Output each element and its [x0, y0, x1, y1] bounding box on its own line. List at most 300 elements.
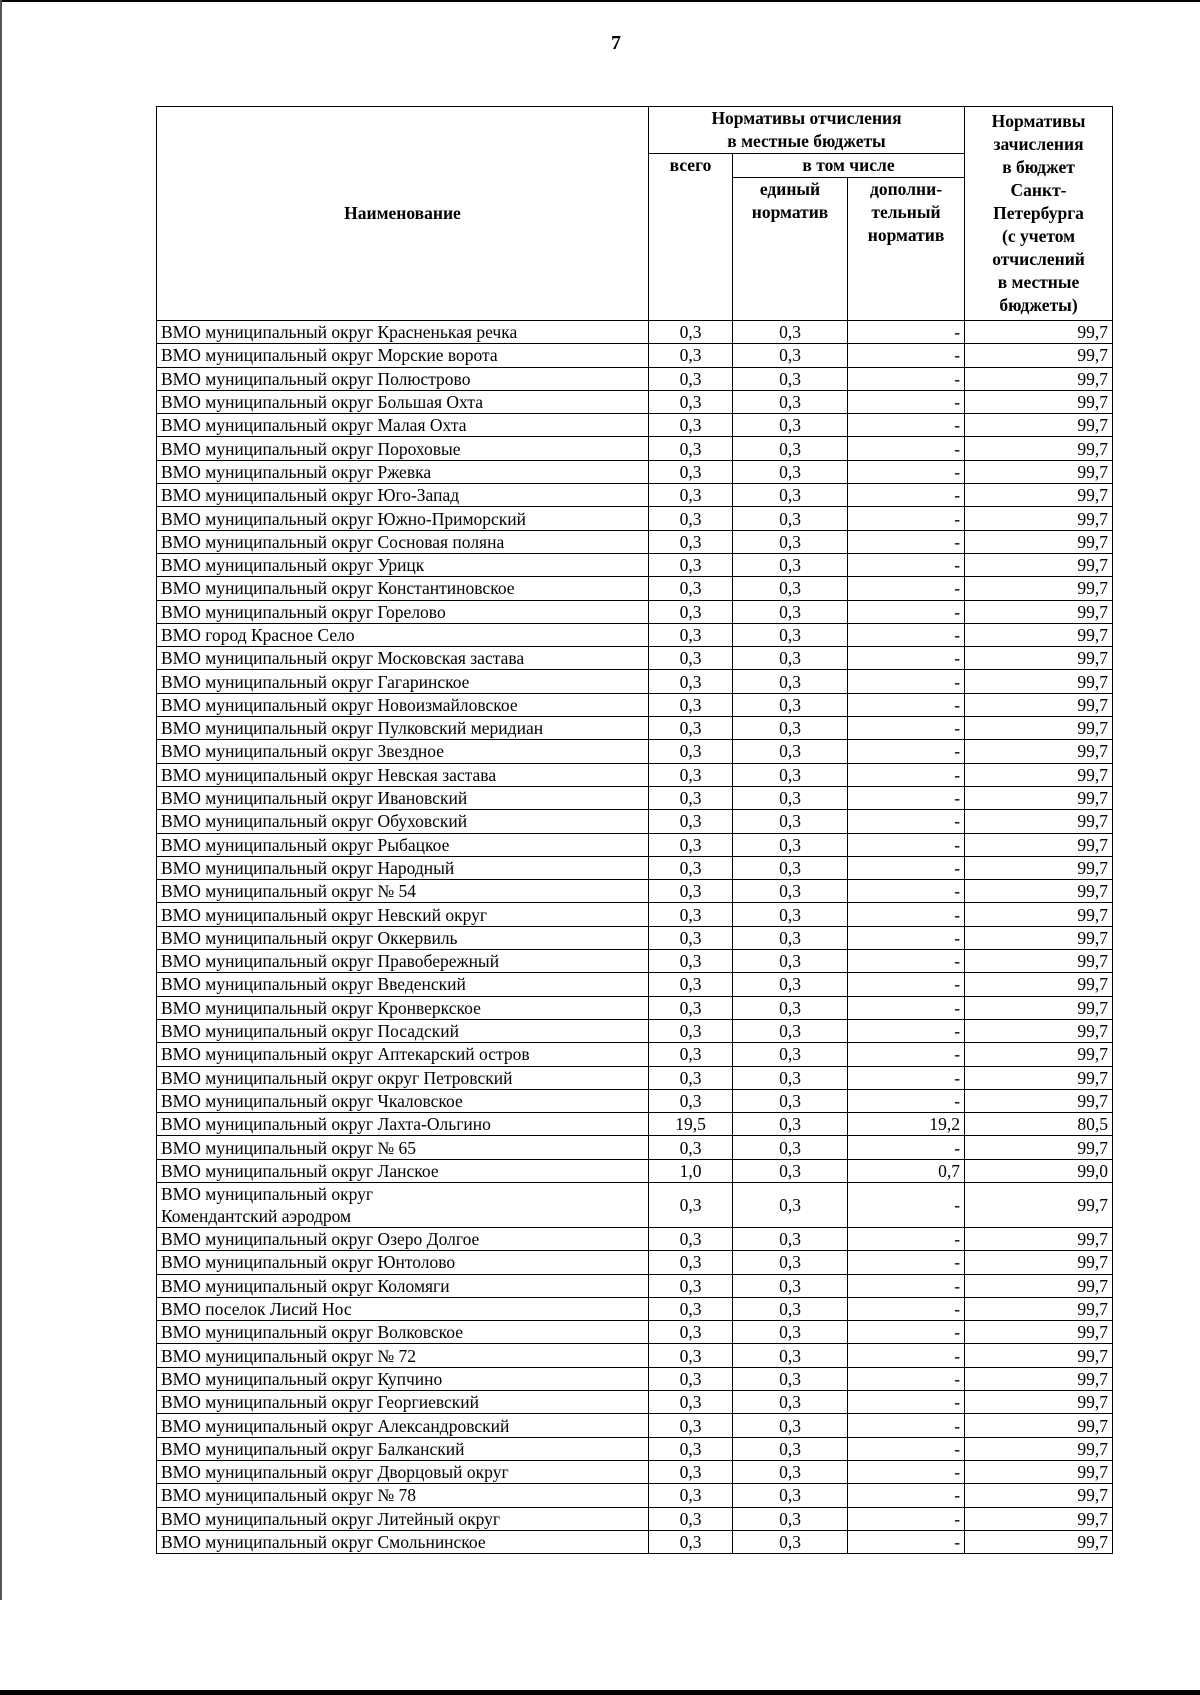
header-including: в том числе: [733, 154, 965, 178]
cell-additional: -: [848, 693, 965, 716]
cell-name: ВМО муниципальный округ № 72: [157, 1344, 649, 1367]
cell-spb: 99,7: [965, 484, 1113, 507]
cell-total: 0,3: [649, 786, 733, 809]
cell-spb: 99,7: [965, 670, 1113, 693]
cell-total: 0,3: [649, 367, 733, 390]
table-row: [157, 577, 1113, 600]
cell-spb: 99,7: [965, 344, 1113, 367]
cell-total: 0,3: [649, 1484, 733, 1507]
cell-spb: 99,7: [965, 1182, 1113, 1227]
header-spb-line: в бюджет: [1002, 157, 1075, 177]
table-row: [157, 950, 1113, 973]
cell-spb: 99,7: [965, 1460, 1113, 1483]
cell-name: [157, 1182, 649, 1227]
cell-unified: 0,3: [733, 623, 848, 646]
page-number: 7: [611, 32, 621, 54]
cell-additional: -: [848, 414, 965, 437]
cell-total: 0,3: [649, 1297, 733, 1320]
cell-name: ВМО муниципальный округ Рыбацкое: [157, 833, 649, 856]
cell-name: ВМО муниципальный округ Юнтолово: [157, 1251, 649, 1274]
cell-name: ВМО муниципальный округ Народный: [157, 856, 649, 879]
table-row: [157, 1530, 1113, 1553]
cell-total: 0,3: [649, 1182, 733, 1227]
cell-name: ВМО муниципальный округ Дворцовый округ: [157, 1460, 649, 1483]
cell-name: ВМО город Красное Село: [157, 623, 649, 646]
cell-name: ВМО муниципальный округ Полюстрово: [157, 367, 649, 390]
cell-total: 0,3: [649, 1043, 733, 1066]
cell-unified: 0,3: [733, 833, 848, 856]
table-header: [157, 107, 1113, 321]
cell-total: 0,3: [649, 763, 733, 786]
cell-name: ВМО муниципальный округ Новоизмайловское: [157, 693, 649, 716]
cell-additional: -: [848, 1182, 965, 1227]
cell-total: 0,3: [649, 717, 733, 740]
table-row: [157, 1344, 1113, 1367]
cell-unified: 0,3: [733, 1297, 848, 1320]
table-row: [157, 414, 1113, 437]
cell-name: ВМО муниципальный округ Ржевка: [157, 460, 649, 483]
cell-name: ВМО муниципальный округ Лахта-Ольгино: [157, 1113, 649, 1136]
cell-additional: -: [848, 786, 965, 809]
cell-additional: -: [848, 833, 965, 856]
bottom-rule: [0, 1690, 1200, 1695]
cell-name: ВМО муниципальный округ Морские ворота: [157, 344, 649, 367]
cell-name: ВМО муниципальный округ Сосновая поляна: [157, 530, 649, 553]
cell-additional: -: [848, 1507, 965, 1530]
cell-name: ВМО муниципальный округ Балканский: [157, 1437, 649, 1460]
cell-name: ВМО муниципальный округ Чкаловское: [157, 1089, 649, 1112]
cell-additional: -: [848, 810, 965, 833]
cell-name: ВМО муниципальный округ Малая Охта: [157, 414, 649, 437]
table-row: [157, 507, 1113, 530]
cell-name: ВМО муниципальный округ Гагаринское: [157, 670, 649, 693]
cell-additional: -: [848, 484, 965, 507]
cell-additional: -: [848, 670, 965, 693]
cell-total: 0,3: [649, 484, 733, 507]
cell-spb: 99,7: [965, 833, 1113, 856]
table-row: [157, 1507, 1113, 1530]
cell-total: 0,3: [649, 553, 733, 576]
cell-unified: 0,3: [733, 1437, 848, 1460]
cell-unified: 0,3: [733, 344, 848, 367]
header-additional: [848, 178, 965, 321]
cell-name: ВМО муниципальный округ Посадский: [157, 1019, 649, 1042]
table-row: [157, 1297, 1113, 1320]
cell-unified: 0,3: [733, 1113, 848, 1136]
cell-unified: 0,3: [733, 1460, 848, 1483]
cell-unified: 0,3: [733, 414, 848, 437]
table-row: [157, 1414, 1113, 1437]
table-row: [157, 600, 1113, 623]
cell-unified: 0,3: [733, 763, 848, 786]
cell-total: 0,3: [649, 1321, 733, 1344]
cell-name: ВМО муниципальный округ Московская застава: [157, 647, 649, 670]
header-unified: [733, 178, 848, 321]
cell-additional: -: [848, 507, 965, 530]
table-row: [157, 1113, 1113, 1136]
cell-spb: 99,7: [965, 507, 1113, 530]
header-spb-line: бюджеты): [999, 295, 1078, 315]
table-row: [157, 437, 1113, 460]
cell-additional: -: [848, 1227, 965, 1250]
cell-total: 0,3: [649, 810, 733, 833]
header-local-budgets: [649, 107, 965, 154]
cell-spb: 99,7: [965, 1484, 1113, 1507]
cell-additional: -: [848, 950, 965, 973]
cell-name-line1: ВМО муниципальный округ: [161, 1183, 374, 1204]
norms-table: [156, 106, 1113, 1554]
cell-additional: -: [848, 1437, 965, 1460]
cell-additional: -: [848, 1136, 965, 1159]
cell-total: 0,3: [649, 390, 733, 413]
header-spb-line: Петербурга: [993, 203, 1084, 223]
cell-name: ВМО муниципальный округ округ Петровский: [157, 1066, 649, 1089]
table-row: [157, 1182, 1113, 1227]
cell-additional: -: [848, 1274, 965, 1297]
header-local-line1: Нормативы отчисления: [711, 108, 902, 128]
cell-additional: -: [848, 390, 965, 413]
cell-name: ВМО муниципальный округ Юго-Запад: [157, 484, 649, 507]
cell-unified: 0,3: [733, 1066, 848, 1089]
cell-spb: 99,7: [965, 740, 1113, 763]
cell-unified: 0,3: [733, 530, 848, 553]
cell-name: ВМО муниципальный округ № 78: [157, 1484, 649, 1507]
table-row: [157, 786, 1113, 809]
cell-unified: 0,3: [733, 1367, 848, 1390]
cell-spb: 99,7: [965, 1019, 1113, 1042]
cell-total: 0,3: [649, 856, 733, 879]
cell-name: ВМО муниципальный округ Южно-Приморский: [157, 507, 649, 530]
cell-total: 0,3: [649, 670, 733, 693]
cell-unified: 0,3: [733, 950, 848, 973]
cell-additional: -: [848, 1066, 965, 1089]
cell-total: 0,3: [649, 973, 733, 996]
header-spb-line: (с учетом: [1002, 226, 1076, 246]
table-row: [157, 390, 1113, 413]
cell-additional: -: [848, 437, 965, 460]
table-row: [157, 1460, 1113, 1483]
cell-name: ВМО муниципальный округ Георгиевский: [157, 1391, 649, 1414]
cell-name: ВМО муниципальный округ Ланское: [157, 1159, 649, 1182]
cell-additional: -: [848, 1367, 965, 1390]
cell-unified: 0,3: [733, 1043, 848, 1066]
table-row: [157, 1136, 1113, 1159]
cell-spb: 99,7: [965, 647, 1113, 670]
cell-spb: 99,7: [965, 390, 1113, 413]
cell-spb: 99,7: [965, 1297, 1113, 1320]
cell-name: ВМО муниципальный округ Литейный округ: [157, 1507, 649, 1530]
cell-spb: 99,7: [965, 856, 1113, 879]
cell-spb: 99,7: [965, 693, 1113, 716]
cell-spb: 99,7: [965, 880, 1113, 903]
cell-unified: 0,3: [733, 1484, 848, 1507]
table-row: [157, 903, 1113, 926]
cell-additional: -: [848, 1297, 965, 1320]
cell-spb: 99,7: [965, 717, 1113, 740]
cell-name: ВМО муниципальный округ Кронверкское: [157, 996, 649, 1019]
cell-spb: 99,7: [965, 1043, 1113, 1066]
left-rule: [0, 0, 2, 1600]
table-row: [157, 1274, 1113, 1297]
cell-additional: -: [848, 623, 965, 646]
cell-additional: -: [848, 1089, 965, 1112]
cell-additional: -: [848, 1251, 965, 1274]
cell-additional: -: [848, 717, 965, 740]
cell-name: ВМО муниципальный округ Волковское: [157, 1321, 649, 1344]
cell-spb: 99,7: [965, 1274, 1113, 1297]
cell-unified: 0,3: [733, 717, 848, 740]
cell-total: 0,3: [649, 530, 733, 553]
cell-total: 0,3: [649, 880, 733, 903]
table-row: [157, 1367, 1113, 1390]
header-additional-line2: тельный: [871, 202, 941, 222]
cell-name: ВМО муниципальный округ Большая Охта: [157, 390, 649, 413]
cell-spb: 99,7: [965, 367, 1113, 390]
cell-total: 0,3: [649, 647, 733, 670]
cell-name: ВМО муниципальный округ Невский округ: [157, 903, 649, 926]
cell-total: 0,3: [649, 833, 733, 856]
cell-unified: 0,3: [733, 321, 848, 344]
cell-unified: 0,3: [733, 1251, 848, 1274]
cell-additional: 19,2: [848, 1113, 965, 1136]
header-spb-budget: [965, 107, 1113, 321]
cell-name: ВМО муниципальный округ Александровский: [157, 1414, 649, 1437]
cell-spb: 99,7: [965, 996, 1113, 1019]
cell-total: 0,3: [649, 507, 733, 530]
table-body: [157, 321, 1113, 1554]
table-row: [157, 1321, 1113, 1344]
table-row: [157, 1066, 1113, 1089]
cell-total: 0,3: [649, 903, 733, 926]
header-spb-line: Нормативы: [991, 111, 1086, 131]
cell-total: 0,3: [649, 1460, 733, 1483]
table-row: [157, 1437, 1113, 1460]
table-row: [157, 1043, 1113, 1066]
cell-spb: 99,7: [965, 926, 1113, 949]
cell-additional: -: [848, 460, 965, 483]
cell-name: ВМО муниципальный округ № 65: [157, 1136, 649, 1159]
cell-name: ВМО муниципальный округ Смольнинское: [157, 1530, 649, 1553]
cell-spb: 99,7: [965, 1507, 1113, 1530]
cell-spb: 99,7: [965, 553, 1113, 576]
cell-additional: -: [848, 1391, 965, 1414]
cell-spb: 99,7: [965, 810, 1113, 833]
cell-total: 0,3: [649, 321, 733, 344]
cell-additional: -: [848, 1344, 965, 1367]
cell-unified: 0,3: [733, 1136, 848, 1159]
table-row: [157, 926, 1113, 949]
header-additional-line3: норматив: [867, 225, 945, 245]
cell-unified: 0,3: [733, 670, 848, 693]
cell-spb: 99,7: [965, 1414, 1113, 1437]
cell-total: 0,3: [649, 1437, 733, 1460]
cell-spb: 99,7: [965, 577, 1113, 600]
cell-name: ВМО муниципальный округ Введенский: [157, 973, 649, 996]
cell-unified: 0,3: [733, 1414, 848, 1437]
cell-total: 0,3: [649, 437, 733, 460]
table-row: [157, 1227, 1113, 1250]
cell-total: 1,0: [649, 1159, 733, 1182]
cell-spb: 99,7: [965, 437, 1113, 460]
cell-unified: 0,3: [733, 577, 848, 600]
table-row: [157, 344, 1113, 367]
cell-additional: -: [848, 880, 965, 903]
cell-total: 0,3: [649, 1507, 733, 1530]
cell-additional: -: [848, 1019, 965, 1042]
table-row: [157, 833, 1113, 856]
cell-additional: -: [848, 553, 965, 576]
cell-total: 0,3: [649, 623, 733, 646]
cell-name: ВМО муниципальный округ Константиновское: [157, 577, 649, 600]
cell-total: 0,3: [649, 1367, 733, 1390]
cell-name: ВМО муниципальный округ Красненькая речка: [157, 321, 649, 344]
cell-spb: 80,5: [965, 1113, 1113, 1136]
table-row: [157, 740, 1113, 763]
cell-additional: -: [848, 973, 965, 996]
cell-spb: 99,7: [965, 530, 1113, 553]
cell-name: ВМО муниципальный округ Правобережный: [157, 950, 649, 973]
cell-total: 0,3: [649, 414, 733, 437]
cell-total: 0,3: [649, 1530, 733, 1553]
cell-name: ВМО муниципальный округ Коломяги: [157, 1274, 649, 1297]
cell-spb: 99,7: [965, 950, 1113, 973]
cell-additional: -: [848, 1043, 965, 1066]
cell-total: 19,5: [649, 1113, 733, 1136]
cell-unified: 0,3: [733, 693, 848, 716]
cell-spb: 99,7: [965, 321, 1113, 344]
table-row: [157, 484, 1113, 507]
table-row: [157, 1019, 1113, 1042]
cell-additional: -: [848, 577, 965, 600]
cell-total: 0,3: [649, 1136, 733, 1159]
cell-unified: 0,3: [733, 507, 848, 530]
cell-unified: 0,3: [733, 1182, 848, 1227]
cell-unified: 0,3: [733, 1274, 848, 1297]
cell-total: 0,3: [649, 1414, 733, 1437]
cell-unified: 0,3: [733, 926, 848, 949]
table-row: [157, 1159, 1113, 1182]
cell-additional: -: [848, 903, 965, 926]
cell-total: 0,3: [649, 693, 733, 716]
cell-spb: 99,0: [965, 1159, 1113, 1182]
cell-total: 0,3: [649, 996, 733, 1019]
table-row: [157, 321, 1113, 344]
table-row: [157, 367, 1113, 390]
table-row: [157, 530, 1113, 553]
cell-additional: -: [848, 321, 965, 344]
cell-spb: 99,7: [965, 600, 1113, 623]
cell-additional: -: [848, 367, 965, 390]
cell-spb: 99,7: [965, 1227, 1113, 1250]
header-spb-line: в местные: [997, 272, 1080, 292]
table-row: [157, 1484, 1113, 1507]
cell-spb: 99,7: [965, 623, 1113, 646]
cell-spb: 99,7: [965, 1136, 1113, 1159]
cell-additional: -: [848, 1414, 965, 1437]
table-row: [157, 973, 1113, 996]
cell-name: ВМО поселок Лисий Нос: [157, 1297, 649, 1320]
header-spb-line: отчислений: [992, 249, 1085, 269]
cell-unified: 0,3: [733, 1507, 848, 1530]
cell-spb: 99,7: [965, 1251, 1113, 1274]
cell-name: ВМО муниципальный округ Пороховые: [157, 437, 649, 460]
cell-name: ВМО муниципальный округ Ивановский: [157, 786, 649, 809]
cell-unified: 0,3: [733, 973, 848, 996]
cell-spb: 99,7: [965, 1437, 1113, 1460]
cell-spb: 99,7: [965, 1391, 1113, 1414]
cell-additional: -: [848, 1530, 965, 1553]
cell-spb: 99,7: [965, 763, 1113, 786]
cell-name: ВМО муниципальный округ Купчино: [157, 1367, 649, 1390]
table-row: [157, 623, 1113, 646]
cell-name: ВМО муниципальный округ Невская застава: [157, 763, 649, 786]
cell-total: 0,3: [649, 1344, 733, 1367]
cell-unified: 0,3: [733, 1089, 848, 1112]
cell-name: ВМО муниципальный округ Пулковский меридиан: [157, 717, 649, 740]
header-spb-line: Санкт-: [1010, 180, 1067, 200]
cell-unified: 0,3: [733, 1019, 848, 1042]
table-row: [157, 1251, 1113, 1274]
table-row: [157, 1391, 1113, 1414]
table-row: [157, 763, 1113, 786]
cell-additional: 0,7: [848, 1159, 965, 1182]
top-rule: [0, 0, 1200, 2]
header-unified-line1: единый: [759, 179, 821, 199]
cell-unified: 0,3: [733, 740, 848, 763]
cell-unified: 0,3: [733, 880, 848, 903]
cell-total: 0,3: [649, 1066, 733, 1089]
cell-unified: 0,3: [733, 1530, 848, 1553]
cell-total: 0,3: [649, 740, 733, 763]
cell-total: 0,3: [649, 344, 733, 367]
cell-spb: 99,7: [965, 973, 1113, 996]
cell-unified: 0,3: [733, 810, 848, 833]
cell-unified: 0,3: [733, 1391, 848, 1414]
header-spb-line: зачисления: [993, 134, 1084, 154]
table-row: [157, 647, 1113, 670]
header-total: всего: [649, 154, 733, 321]
cell-total: 0,3: [649, 1089, 733, 1112]
table-row: [157, 810, 1113, 833]
cell-spb: 99,7: [965, 1367, 1113, 1390]
cell-unified: 0,3: [733, 1344, 848, 1367]
cell-unified: 0,3: [733, 484, 848, 507]
cell-spb: 99,7: [965, 1530, 1113, 1553]
cell-total: 0,3: [649, 1251, 733, 1274]
cell-name-line2: Комендантский аэродром: [161, 1205, 352, 1226]
cell-spb: 99,7: [965, 1089, 1113, 1112]
table-row: [157, 460, 1113, 483]
cell-spb: 99,7: [965, 1066, 1113, 1089]
table-row: [157, 670, 1113, 693]
cell-unified: 0,3: [733, 600, 848, 623]
cell-unified: 0,3: [733, 1227, 848, 1250]
cell-unified: 0,3: [733, 367, 848, 390]
table-row: [157, 1089, 1113, 1112]
cell-name: ВМО муниципальный округ Горелово: [157, 600, 649, 623]
cell-name: ВМО муниципальный округ Озеро Долгое: [157, 1227, 649, 1250]
cell-unified: 0,3: [733, 647, 848, 670]
cell-total: 0,3: [649, 1391, 733, 1414]
table-row: [157, 880, 1113, 903]
cell-unified: 0,3: [733, 1159, 848, 1182]
cell-spb: 99,7: [965, 903, 1113, 926]
cell-total: 0,3: [649, 1274, 733, 1297]
header-additional-line1: дополни-: [870, 179, 943, 199]
cell-spb: 99,7: [965, 460, 1113, 483]
cell-spb: 99,7: [965, 414, 1113, 437]
cell-additional: -: [848, 530, 965, 553]
